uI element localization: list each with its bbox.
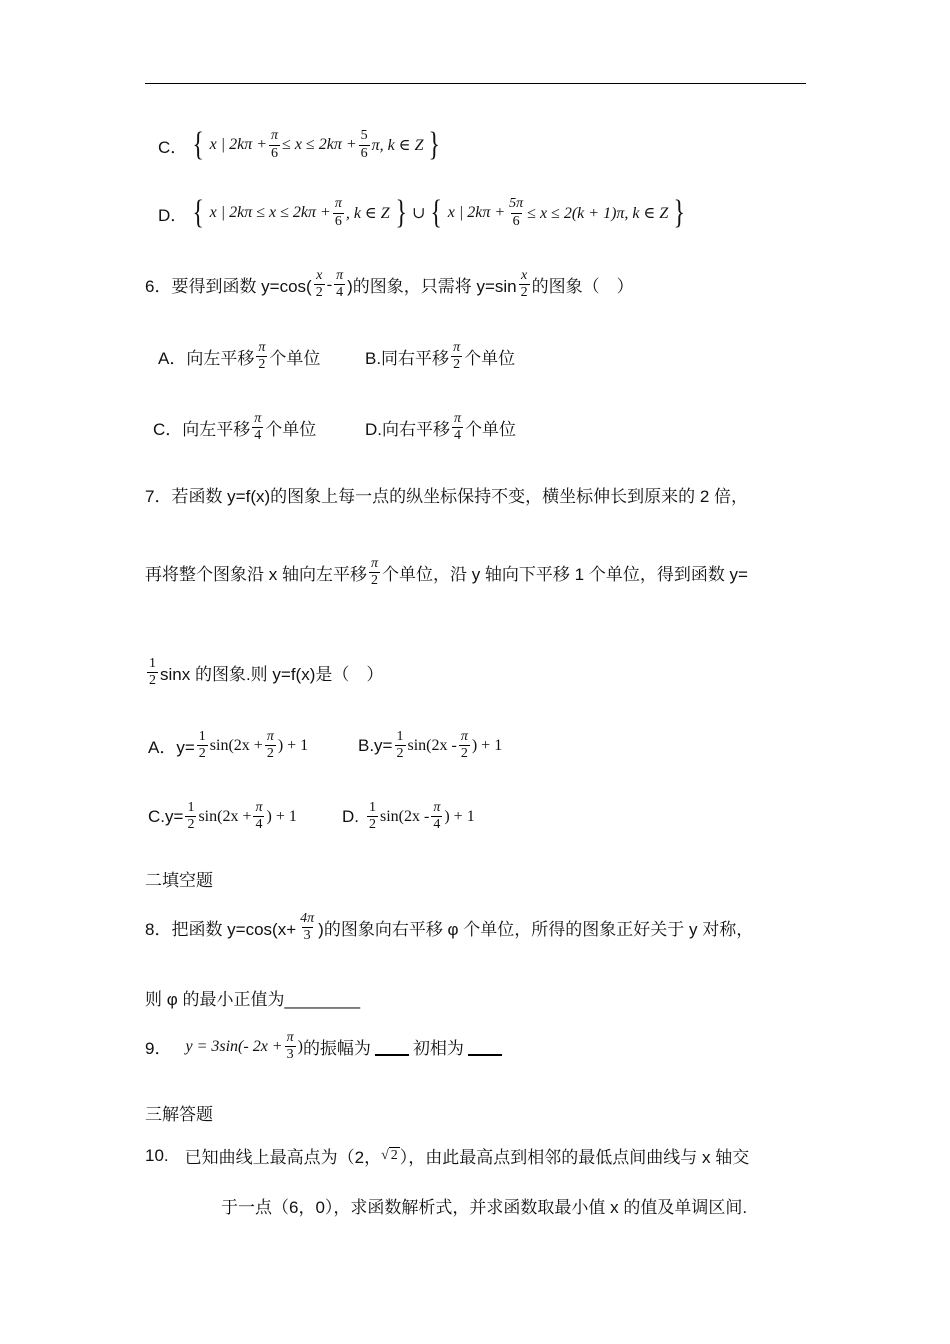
question-text: 6．要得到函数 y=cos(	[145, 277, 312, 297]
q8-line-2: 则 φ 的最小正值为________	[145, 990, 361, 1009]
question-text: 个单位，沿 y 轴向下平移 1 个单位，得到函数 y=	[381, 565, 748, 585]
q5-option-d	[158, 196, 691, 230]
math-text: x | 2kπ ≤ x ≤ 2kπ +	[209, 204, 331, 221]
fraction: $\frac{\pi}{2}$	[453, 340, 461, 373]
header-rule	[145, 83, 806, 84]
question-text: 初相为	[412, 1039, 464, 1059]
fraction: $\frac{1}{2}$	[198, 729, 206, 762]
fraction: $\frac{x}{2}$	[520, 268, 528, 301]
fraction: $\frac{\pi}{2}$	[266, 729, 274, 762]
math-text: sin(2x +	[198, 807, 252, 825]
fraction: $\frac{5\pi}{6}$	[509, 196, 524, 229]
option-text: 个单位	[464, 349, 516, 369]
fraction: $\frac{\pi}{6}$	[334, 196, 342, 229]
option-label: A．向左平移	[158, 349, 255, 369]
math-text: sin(2x -	[380, 807, 430, 825]
math-text: ≤ x ≤ 2kπ +	[282, 136, 357, 153]
left-brace: {	[430, 194, 443, 231]
question-text: 已知曲线上最高点为（2，	[184, 1148, 382, 1167]
math-text: π, k ∈ Z	[371, 137, 424, 154]
q7-line-1: 7．若函数 y=f(x)的图象上每一点的纵坐标保持不变，横坐标伸长到原来的 2 倍，	[145, 487, 749, 506]
fraction: $\frac{\pi}{4}$	[255, 800, 263, 833]
section-heading-answer: 三解答题	[145, 1105, 213, 1124]
left-brace: {	[192, 126, 205, 163]
fraction: $\frac{\pi}{6}$	[271, 128, 279, 161]
fraction: $\frac{1}{2}$	[149, 656, 156, 689]
question-text: 再将整个图象沿 x 轴向左平移	[145, 565, 367, 585]
right-brace: }	[395, 194, 407, 231]
q7-option-d	[342, 800, 475, 833]
right-brace: }	[673, 194, 686, 231]
question-text: )的图象，只需将 y=sin	[347, 277, 517, 297]
option-label: A．y=	[148, 738, 195, 758]
q6-option-a	[158, 340, 320, 373]
q10-line-2: 于一点（6，0），求函数解析式，并求函数取最小值 x 的值及单调区间.	[221, 1198, 748, 1217]
math-text: )	[297, 1037, 303, 1055]
q5-option-c	[158, 128, 446, 162]
math-text: ) + 1	[266, 807, 297, 825]
fraction: $\frac{1}{2}$	[187, 800, 195, 833]
fraction: $\frac{4\pi}{3}$	[300, 911, 315, 944]
math-text: x | 2kπ +	[209, 136, 268, 153]
question-text: 8．把函数 y=cos(x+	[145, 920, 297, 940]
math-text: x | 2kπ +	[447, 204, 506, 221]
question-text: 的振幅为	[302, 1039, 371, 1059]
fraction: $\frac{1}{2}$	[396, 729, 404, 762]
option-label: D．	[158, 205, 188, 225]
question-text: ），由此最高点到相邻的最低点间曲线与 x 轴交	[399, 1148, 750, 1167]
math-text: ) + 1	[471, 736, 503, 754]
option-label: D.	[342, 806, 359, 826]
fraction: $\frac{\pi}{2}$	[370, 556, 378, 589]
fraction: $\frac{\pi}{4}$	[454, 411, 462, 444]
option-label: B.y=	[358, 735, 393, 755]
minus-sign: -	[326, 275, 333, 293]
option-text: 个单位	[269, 349, 321, 369]
fraction: $\frac{\pi}{2}$	[258, 340, 266, 373]
q6-option-c	[153, 411, 316, 444]
fraction: $\frac{x}{2}$	[315, 268, 323, 301]
q6-option-b	[365, 340, 515, 373]
fraction: $\frac{\pi}{2}$	[460, 729, 468, 762]
fraction: $\frac{\pi}{4}$	[254, 411, 262, 444]
answer-blank[interactable]	[375, 1038, 409, 1056]
math-text: sin(2x +	[209, 736, 263, 754]
math-text: , k ∈ Z	[345, 205, 390, 222]
option-label: C．	[158, 137, 188, 157]
q7-option-a	[148, 729, 308, 762]
fraction: $\frac{\pi}{4}$	[433, 800, 441, 833]
q6-option-d	[365, 411, 516, 444]
q7-line-2	[145, 556, 748, 589]
question-number: 9．	[145, 1039, 172, 1059]
union-symbol: ∪	[412, 205, 426, 222]
fraction: $\frac{\pi}{3}$	[286, 1030, 294, 1063]
answer-blank[interactable]	[468, 1038, 502, 1056]
q8-line-1	[145, 911, 753, 944]
q7-line-3	[145, 656, 383, 689]
option-label: B.同右平移	[365, 349, 450, 369]
left-brace: {	[192, 194, 205, 231]
math-text: y = 3sin(- 2x +	[185, 1037, 283, 1055]
fraction: $\frac{\pi}{4}$	[336, 268, 344, 301]
question-number: 10.	[145, 1145, 169, 1165]
question-text: 的图象（ ）	[531, 277, 634, 297]
right-brace: }	[428, 126, 441, 163]
option-text: 个单位	[265, 420, 317, 440]
section-heading-fill-in: 二填空题	[145, 871, 213, 890]
question-text: sinx 的图象.则 y=f(x)是（ ）	[160, 665, 384, 685]
math-text: sin(2x -	[407, 736, 457, 754]
question-text: )的图象向右平移 φ 个单位，所得的图象正好关于 y 对称，	[318, 920, 754, 940]
math-text: ) + 1	[444, 807, 475, 825]
q6-stem	[145, 268, 634, 301]
option-text: 个单位	[465, 420, 517, 440]
option-label: D.向右平移	[365, 420, 450, 440]
math-text: ≤ x ≤ 2(k + 1)π, k ∈ Z	[527, 205, 669, 222]
q7-option-c	[148, 800, 297, 833]
q10-line-1	[145, 1143, 749, 1168]
fraction: $\frac{1}{2}$	[369, 800, 376, 833]
fraction: $\frac{5}{6}$	[360, 128, 368, 161]
q9-line	[145, 1030, 502, 1063]
option-label: C．向左平移	[153, 420, 251, 440]
q7-option-b	[358, 729, 502, 762]
option-label: C.y=	[148, 806, 184, 826]
sqrt: √ 2	[381, 1147, 398, 1163]
math-text: ) + 1	[277, 736, 309, 754]
